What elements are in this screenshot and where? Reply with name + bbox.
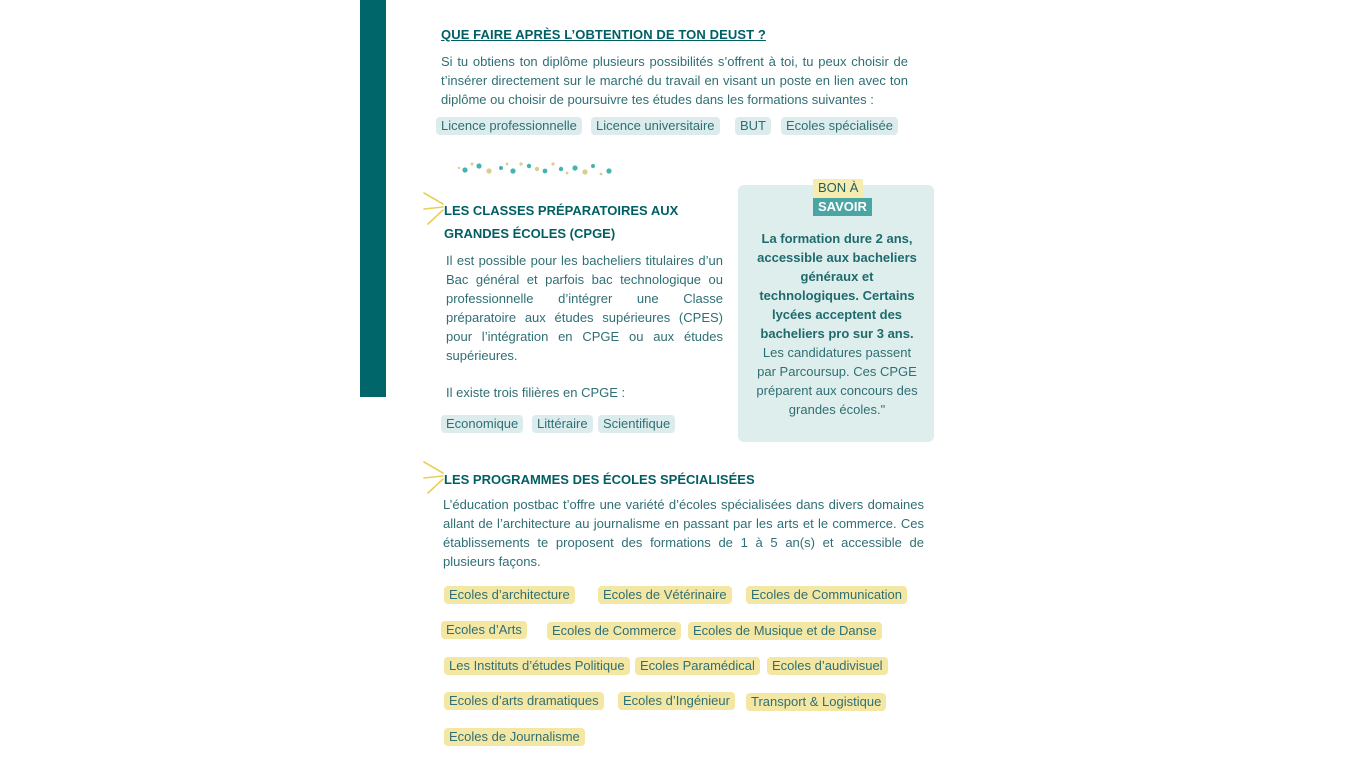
chip-ecole: Ecoles de Musique et de Danse — [688, 622, 882, 640]
section-title-cpge: LES CLASSES PRÉPARATOIRES AUX GRANDES ÉCOLES (CPGE) — [444, 203, 679, 241]
bon-a-savoir-bold-text: La formation dure 2 ans, accessible aux bacheliers généraux et technologiques. Certains lycées acceptent des bacheliers pro sur 3 ans. — [757, 231, 917, 341]
decorative-dots — [455, 160, 615, 178]
chip-ecole: Ecoles d’architecture — [444, 586, 575, 604]
chip-ecoles-specialisee: Ecoles spécialisée — [781, 117, 898, 135]
chip-ecole: Transport & Logistique — [746, 693, 886, 711]
side-accent-bar — [360, 0, 386, 397]
chip-ecole: Ecoles d’arts dramatiques — [444, 692, 604, 710]
sun-rays-icon — [422, 191, 446, 227]
chip-ecole: Ecoles d’audivisuel — [767, 657, 888, 675]
chip-licence-pro: Licence professionnelle — [436, 117, 582, 135]
chip-ecole: Les Instituts d’études Politique — [444, 657, 630, 675]
sun-rays-icon — [422, 460, 446, 496]
chip-economique: Economique — [441, 415, 523, 433]
chip-ecole: Ecoles de Journalisme — [444, 728, 585, 746]
chip-but: BUT — [735, 117, 771, 135]
section-text-cpge: Il est possible pour les bacheliers titulaires d’un Bac général et parfois bac technologique ou professionnelle d’intégrer une Classe préparatoire aux études supérieures (CPES) pour l’intégration en CPGE ou aux études supérieures. — [446, 253, 723, 363]
section-text-ecoles-specialisees: L’éducation postbac t’offre une variété d’écoles spécialisées dans divers domaines allant de l’architecture au journalisme en passant par les arts et le commerce. Ces établissements te proposent des formations de 1 à 5 an(s) et accessible de plusieurs façons. — [443, 497, 924, 569]
section-text-after-deust: Si tu obtiens ton diplôme plusieurs possibilités s’offrent à toi, tu peux choisir de t’insérer directement sur le marché du travail en visant un poste en lien avec ton diplôme ou choisir de poursuivre tes études dans les formations suivantes : — [441, 54, 908, 107]
chip-ecole: Ecoles de Vétérinaire — [598, 586, 732, 604]
chip-litteraire: Littéraire — [532, 415, 593, 433]
chip-licence-univ: Licence universitaire — [591, 117, 720, 135]
chip-scientifique: Scientifique — [598, 415, 675, 433]
chip-ecole: Ecoles d’Ingénieur — [618, 692, 735, 710]
chip-ecole: Ecoles Paramédical — [635, 657, 760, 675]
section-text-cpge-filieres: Il existe trois filières en CPGE : — [446, 385, 626, 400]
bon-a-savoir-text: Les candidatures passent par Parcoursup. Ces CPGE préparent aux concours des grandes écoles." — [756, 345, 918, 417]
section-title-after-deust: QUE FAIRE APRÈS L’OBTENTION DE TON DEUST ? — [441, 27, 766, 42]
chip-ecole: Ecoles de Communication — [746, 586, 907, 604]
section-title-ecoles-specialisees: LES PROGRAMMES DES ÉCOLES SPÉCIALISÉES — [444, 472, 755, 487]
chip-ecole: Ecoles de Commerce — [547, 622, 681, 640]
chip-ecole: Ecoles d’Arts — [441, 621, 527, 639]
bon-a-savoir-tag-bottom: SAVOIR — [813, 198, 872, 216]
bon-a-savoir-tag-top: BON À — [813, 179, 863, 197]
